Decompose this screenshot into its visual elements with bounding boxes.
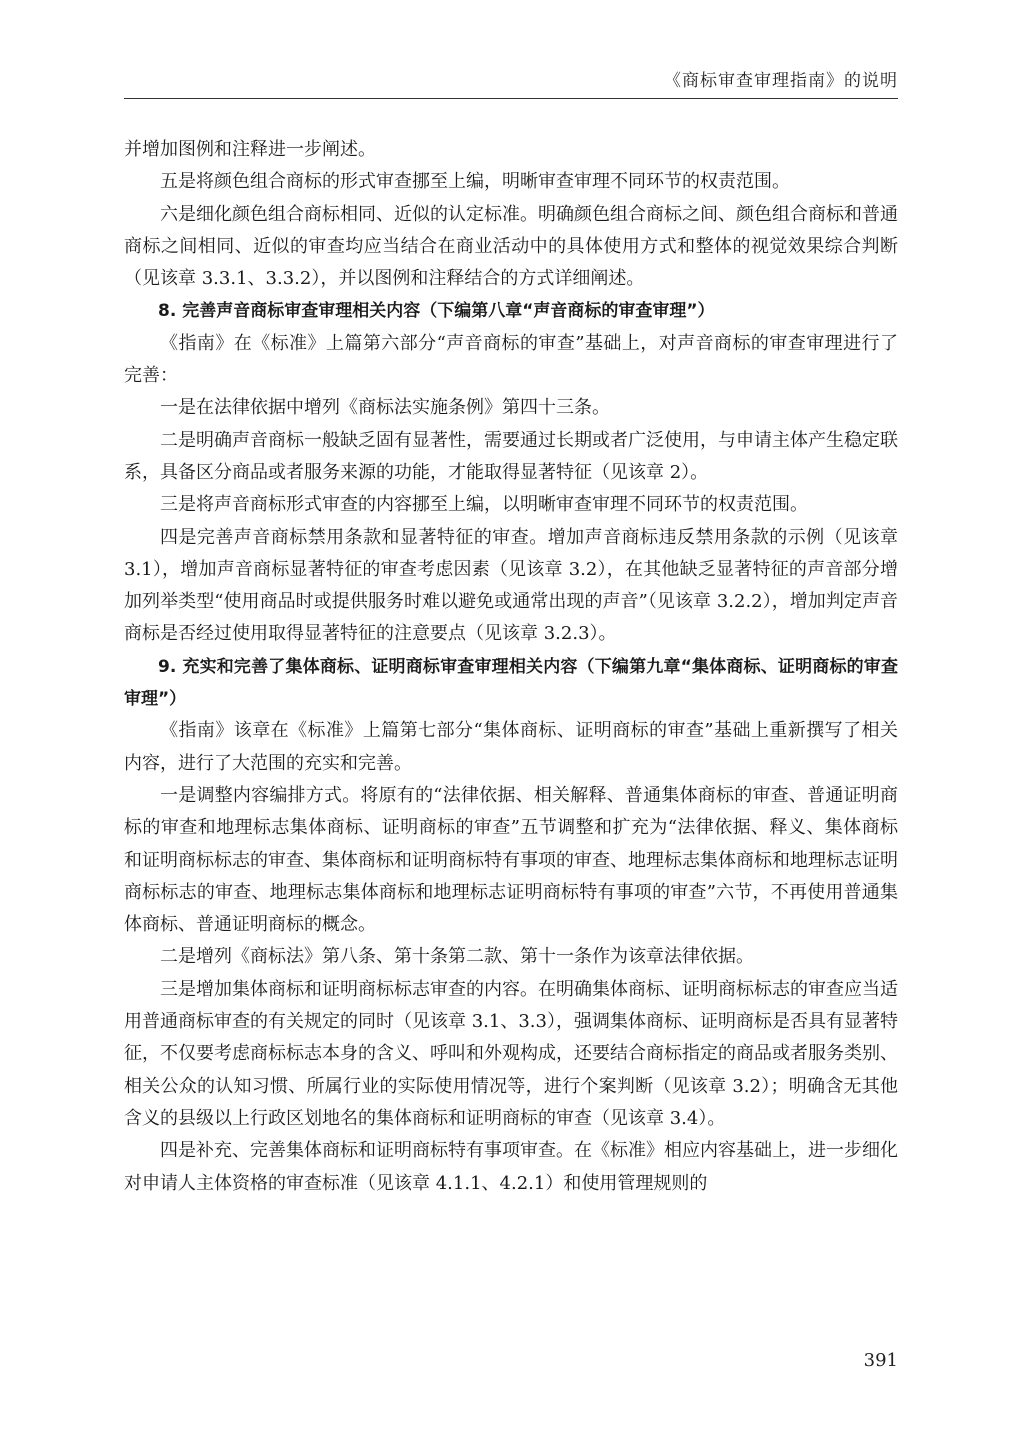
paragraph: 一是在法律依据中增列《商标法实施条例》第四十三条。 [160,397,610,419]
paragraph: 二是明确声音商标一般缺乏固有显著性，需要通过长期或者广泛使用，与申请主体产生稳定联系，具备区分商品或者服务来源的功能，才能取得显著特征（见该章 2）。 [124,429,898,483]
paragraph: 三是增加集体商标和证明商标标志审查的内容。在明确集体商标、证明商标标志的审查应当适用普通商标审查的有关规定的同时（见该章 3.1、3.3），强调集体商标、证明商标是否具有显著特征，不仅要考虑商标标志本身的含义、呼叫和外观构成，还要结合商标指定的商品或者服务类别、相关公众的认知习惯、所属行业的实际使用情况等，进行个案判断（见该章 3.2）；明确含无其他含义的县级以上行政区划地名的集体商标和证明商标的审查（见该章 3.4）。 [124,978,898,1129]
paragraph: 《指南》该章在《标准》上篇第七部分“集体商标、证明商标的审查”基础上重新撰写了相关内容，进行了大范围的充实和完善。 [124,720,898,774]
paragraph: 六是细化颜色组合商标相同、近似的认定标准。明确颜色组合商标之间、颜色组合商标和普通商标之间相同、近似的审查均应当结合在商业活动中的具体使用方式和整体的视觉效果综合判断（见该章 3.3.1、3.3.2），并以图例和注释结合的方式详细阐述。 [124,203,898,290]
paragraph: 一是调整内容编排方式。将原有的“法律依据、相关解释、普通集体商标的审查、普通证明商标的审查和地理标志集体商标、证明商标的审查”五节调整和扩充为“法律依据、释义、集体商标和证明商标标志的审查、集体商标和证明商标特有事项的审查、地理标志集体商标和地理标志证明商标标志的审查、地理标志集体商标和地理标志证明商标特有事项的审查”六节，不再使用普通集体商标、普通证明商标的概念。 [124,784,898,936]
header-divider [124,98,898,99]
paragraph: 三是将声音商标形式审查的内容挪至上编，以明晰审查审理不同环节的权责范围。 [160,494,808,516]
section-heading: 8. 完善声音商标审查审理相关内容（下编第八章“声音商标的审查审理”） [158,301,715,322]
running-header: 《商标审查审理指南》的说明 [664,71,898,91]
paragraph: 四是完善声音商标禁用条款和显著特征的审查。增加声音商标违反禁用条款的示例（见该章 3.1），增加声音商标显著特征的审查考虑因素（见该章 3.2），在其他缺乏显著特征的声音部分增加列举类型“使用商品时或提供服务时难以避免或通常出现的声音”（见该章 3.2.2），增加判定声音商标是否经过使用取得显著特征的注意要点（见该章 3.2.3）。 [124,526,898,645]
paragraph: 四是补充、完善集体商标和证明商标特有事项审查。在《标准》相应内容基础上，进一步细化对申请人主体资格的审查标准（见该章 4.1.1、4.2.1）和使用管理规则的 [124,1140,898,1194]
page-number: 391 [863,1350,898,1371]
paragraph: 《指南》在《标准》上篇第六部分“声音商标的审查”基础上，对声音商标的审查审理进行了完善： [124,332,898,387]
paragraph-continuation: 并增加图例和注释进一步阐述。 [124,139,376,160]
paragraph: 五是将颜色组合商标的形式审查挪至上编，明晰审查审理不同环节的权责范围。 [160,171,790,193]
section-heading: 9. 充实和完善了集体商标、证明商标审查审理相关内容（下编第九章“集体商标、证明商标的审查审理”） [124,656,898,710]
paragraph: 二是增列《商标法》第八条、第十条第二款、第十一条作为该章法律依据。 [160,946,754,968]
body-text [124,134,898,1200]
